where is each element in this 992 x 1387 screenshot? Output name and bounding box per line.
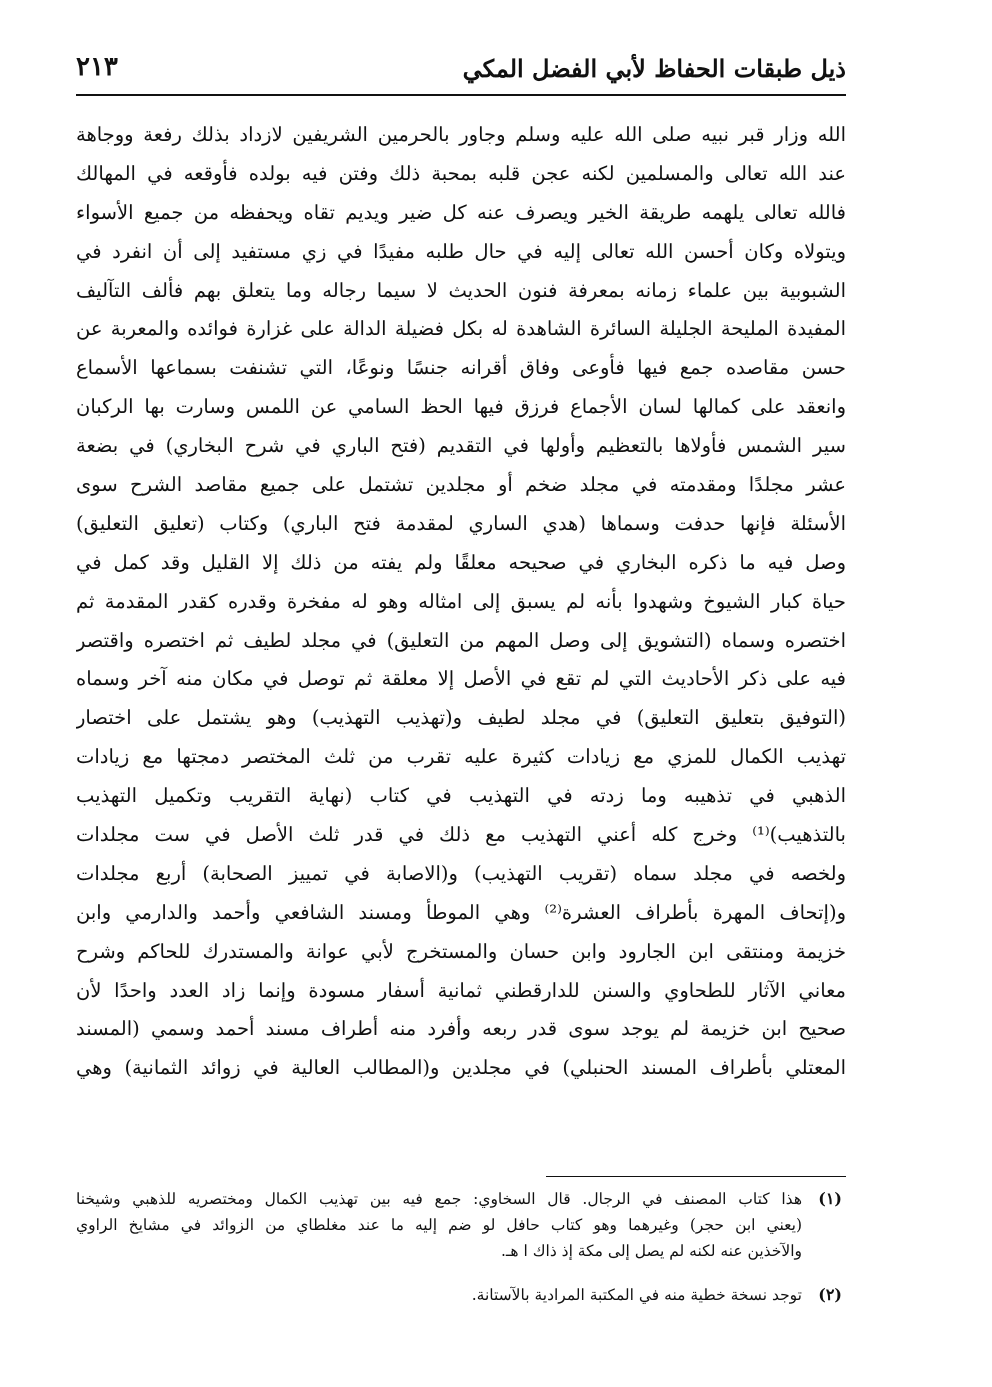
- text-line: اختصره وسماه (التشويق إلى وصل المهم من التعليق) في مجلد لطيف ثم اختصره واقتصر: [76, 628, 846, 652]
- page-header: [76, 50, 846, 96]
- text-line: فيه على ذكر الأحاديث التي لم تقع في الأصل إلا معلقة ثم توصل في مكان منه آخر وسماه: [76, 667, 846, 691]
- text-line: وصل فيه ما ذكره البخاري في صحيحه معلقًا ولم يفته من ذلك إلا القليل وقد كمل في: [76, 550, 846, 574]
- text-line: سير الشمس فأولاها بالتعظيم وأولها في التقديم (فتح الباري في شرح البخاري) في بضعة: [76, 434, 846, 458]
- text-line: حياة كبار الشيوخ وشهدوا بأنه لم يسبق إلى امثاله وهو له مفخرة وقدره كقدر المقدمة ثم: [76, 589, 846, 613]
- footnote-1: [76, 1186, 846, 1264]
- text-line: ويتولاه وكان أحسن الله تعالى إليه في حال طلبه مفيدًا في زي مستفيد إلى أن انفرد في: [76, 239, 846, 263]
- text-line: بالتذهيب)⁽¹⁾ وخرج كله أعني التهذيب مع ذلك في قدر ثلث الأصل في ست مجلدات: [76, 823, 846, 847]
- footnote-line: (يعني ابن حجر) وغيرهما وهو كتاب حافل لو ضم إليه ما عند مغلطاي من الزوائد في مشايخ الراوي: [76, 1216, 802, 1234]
- text-line: صحيح ابن خزيمة لم يوجد سوى قدر ربعه وأفرد منه أطراف مسند أحمد وسمي (المسند: [76, 1017, 846, 1041]
- footnotes: [76, 1186, 846, 1308]
- page-number: ٢١٣: [76, 52, 118, 82]
- text-line: (التوفيق بتعليق التعليق) في مجلد لطيف و(تهذيب التهذيب) وهو يشتمل على اختصار: [76, 706, 846, 730]
- text-line: المفيدة المليحة الجليلة السائرة الشاهدة له بكل فضيلة الدالة على غزارة فوائده والمعربة عن: [76, 317, 846, 341]
- footnote-marker: (١): [818, 1189, 842, 1208]
- text-line: خزيمة ومنتقى ابن الجارود وابن حسان والمستخرج لأبي عوانة والمستدرك للحاكم وشرح: [76, 939, 846, 963]
- footnote-line: والآخذين عنه لكنه لم يصل إلى مكة إذ ذاك ا هـ.: [500, 1242, 802, 1260]
- text-line: الله وزار قبر نبيه صلى الله عليه وسلم وجاور بالحرمين الشريفين لازداد بذلك رفعة ووجاهة: [76, 123, 846, 146]
- footnote-line: توجد نسخة خطية منه في المكتبة المرادية بالآستانة.: [471, 1286, 802, 1304]
- running-title: ذيل طبقات الحفاظ لأبي الفضل المكي: [462, 54, 846, 83]
- text-line: و(إتحاف المهرة بأطراف العشرة⁽²⁾ وهي الموطأ ومسند الشافعي وأحمد والدارمي وابن: [76, 900, 846, 924]
- text-line: وانعقد على كمالها لسان الأجماع فرزق فيها الحظ السامي عن اللمس وسارت بها الركبان: [76, 395, 846, 419]
- footnote-divider: [546, 1176, 846, 1177]
- footnote-2: [76, 1282, 846, 1308]
- text-line: عند الله تعالى والمسلمين لكنه عجن قلبه بمحبة ذلك وفتن فيه بولده فأوقعه في المهالك: [76, 161, 846, 185]
- text-line: ولخصه في مجلد سماه (تقريب التهذيب) و(الاصابة في تمييز الصحابة) أربع مجلدات: [76, 861, 846, 885]
- text-line: معاني الآثار للطحاوي والسنن للدارقطني ثمانية أسفار مسودة وإنما زاد العدد واحدًا لأن: [76, 978, 846, 1002]
- text-line: الذهبي في تذهيبه وما زدته في التهذيب في كتاب (نهاية التقريب وتكميل التهذيب: [76, 784, 846, 808]
- text-line: حسن مقاصده جمع فيها فأوعى وفاق أقرانه جنسًا ونوعًا، التي تشنفت بسماعها الأسماع: [76, 356, 846, 380]
- main-text: [76, 116, 846, 1088]
- footnote-line: هذا كتاب المصنف في الرجال. قال السخاوي: جمع فيه بين تهذيب الكمال ومختصريه للذهبي وشيخنا: [76, 1190, 802, 1208]
- footnote-marker: (٢): [818, 1285, 842, 1304]
- text-line: تهذيب الكمال للمزي مع زيادات كثيرة عليه تقرب من ثلث المختصر دمجتها مع زيادات: [76, 745, 846, 769]
- text-line: المعتلي بأطراف المسند الحنبلي) في مجلدين و(المطالب العالية في زوائد الثمانية) وهي: [76, 1056, 846, 1080]
- text-line: عشر مجلدًا ومقدمته في مجلد ضخم أو مجلدين تشتمل على جميع مقاصد الشرح سوى: [76, 473, 846, 497]
- text-line: الشبوبية بين علماء زمانه بمعرفة فنون الحديث لا سيما رجاله وما يتعلق بهم فألف التآليف: [76, 278, 846, 302]
- text-line: الأسئلة فإنها حدفت وسماها (هدي الساري لمقدمة فتح الباري) وكتاب (تعليق التعليق): [76, 511, 846, 535]
- text-line: فالله تعالى يلهمه طريقة الخير ويصرف عنه كل ضير ويديم تقاه ويحفظه من جميع الأسواء: [76, 200, 846, 224]
